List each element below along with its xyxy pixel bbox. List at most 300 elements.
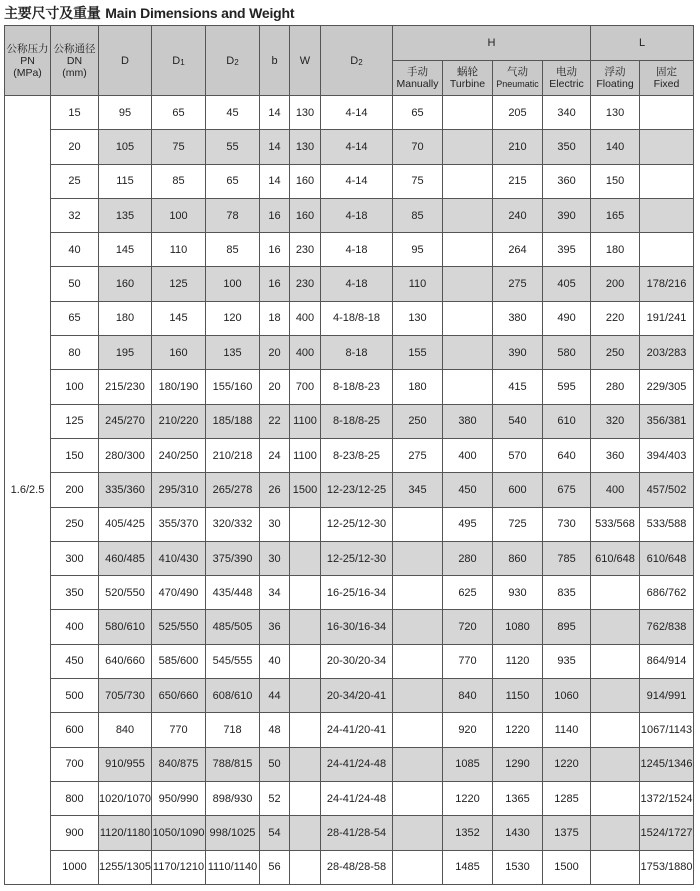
- table-cell: 435/448: [206, 576, 260, 610]
- table-cell: 405: [543, 267, 591, 301]
- table-row: [5, 370, 694, 404]
- table-cell: 24: [260, 438, 290, 472]
- table-cell: [443, 301, 493, 335]
- table-cell: [443, 267, 493, 301]
- table-cell: [640, 130, 694, 164]
- table-cell: 95: [393, 233, 443, 267]
- table-cell: 50: [260, 747, 290, 781]
- table-cell: 250: [51, 507, 99, 541]
- table-cell: [290, 507, 321, 541]
- table-cell: 130: [290, 96, 321, 130]
- table-cell: 54: [260, 816, 290, 850]
- table-cell: 1524/1727: [640, 816, 694, 850]
- table-cell: 12-23/12-25: [321, 473, 393, 507]
- table-cell: [443, 233, 493, 267]
- table-cell: 686/762: [640, 576, 694, 610]
- table-cell: 20: [260, 336, 290, 370]
- header-d1: D1: [152, 26, 206, 96]
- table-cell: 900: [51, 816, 99, 850]
- table-cell: 130: [393, 301, 443, 335]
- table-cell: [393, 850, 443, 884]
- header-floating: 浮动 Floating: [591, 61, 640, 96]
- table-cell: 356/381: [640, 404, 694, 438]
- table-cell: 34: [260, 576, 290, 610]
- table-cell: [393, 576, 443, 610]
- table-cell: 28-48/28-58: [321, 850, 393, 884]
- table-row: [5, 473, 694, 507]
- table-cell: 24-41/24-48: [321, 747, 393, 781]
- table-cell: 230: [290, 233, 321, 267]
- table-row: [5, 610, 694, 644]
- table-cell: 1150: [493, 679, 543, 713]
- table-cell: 1255/1305: [99, 850, 152, 884]
- table-cell: 160: [152, 336, 206, 370]
- table-cell: 125: [51, 404, 99, 438]
- table-cell: 16: [260, 198, 290, 232]
- table-cell: 910/955: [99, 747, 152, 781]
- table-row: [5, 541, 694, 575]
- table-cell: 935: [543, 644, 591, 678]
- table-cell: 135: [206, 336, 260, 370]
- table-cell: 457/502: [640, 473, 694, 507]
- table-cell: 380: [493, 301, 543, 335]
- table-cell: 135: [99, 198, 152, 232]
- table-cell: 85: [393, 198, 443, 232]
- table-cell: 150: [591, 164, 640, 198]
- table-row: [5, 96, 694, 130]
- table-cell: 155: [393, 336, 443, 370]
- table-cell: 45: [206, 96, 260, 130]
- table-row: [5, 781, 694, 815]
- table-cell: 335/360: [99, 473, 152, 507]
- table-cell: 600: [493, 473, 543, 507]
- table-cell: 75: [393, 164, 443, 198]
- table-cell: 275: [393, 438, 443, 472]
- table-cell: 20: [51, 130, 99, 164]
- table-cell: 390: [543, 198, 591, 232]
- table-row: [5, 644, 694, 678]
- table-cell: 675: [543, 473, 591, 507]
- table-cell: [443, 164, 493, 198]
- table-cell: 264: [493, 233, 543, 267]
- table-cell: 585/600: [152, 644, 206, 678]
- table-cell: 580/610: [99, 610, 152, 644]
- table-cell: 180: [591, 233, 640, 267]
- table-cell: 16: [260, 233, 290, 267]
- table-cell: [591, 850, 640, 884]
- table-cell: [290, 644, 321, 678]
- table-cell: 130: [290, 130, 321, 164]
- table-cell: 26: [260, 473, 290, 507]
- table-cell: 700: [51, 747, 99, 781]
- table-cell: 470/490: [152, 576, 206, 610]
- table-row: [5, 679, 694, 713]
- header-pn: 公称压力 PN (MPa): [5, 26, 51, 96]
- table-cell: 203/283: [640, 336, 694, 370]
- table-cell: 650/660: [152, 679, 206, 713]
- table-cell: 1500: [290, 473, 321, 507]
- table-cell: 1060: [543, 679, 591, 713]
- table-cell: 230: [290, 267, 321, 301]
- table-cell: [591, 644, 640, 678]
- title-cn: 主要尺寸及重量: [4, 6, 101, 22]
- table-cell: 14: [260, 164, 290, 198]
- header-h: H: [393, 26, 591, 61]
- table-cell: 762/838: [640, 610, 694, 644]
- header-electric: 电动 Electric: [543, 61, 591, 96]
- table-cell: 280: [591, 370, 640, 404]
- table-cell: 395: [543, 233, 591, 267]
- table-cell: 485/505: [206, 610, 260, 644]
- table-cell: 44: [260, 679, 290, 713]
- header-fixed: 固定 Fixed: [640, 61, 694, 96]
- table-cell: 4-18: [321, 198, 393, 232]
- table-cell: 215: [493, 164, 543, 198]
- table-row: [5, 164, 694, 198]
- table-cell: 160: [290, 164, 321, 198]
- table-cell: [290, 747, 321, 781]
- table-cell: 345: [393, 473, 443, 507]
- table-cell: 400: [591, 473, 640, 507]
- table-cell: 610: [543, 404, 591, 438]
- table-cell: 1100: [290, 438, 321, 472]
- header-b: b: [260, 26, 290, 96]
- title-en: Main Dimensions and Weight: [105, 5, 295, 21]
- table-cell: [393, 747, 443, 781]
- table-cell: 1080: [493, 610, 543, 644]
- table-cell: 4-14: [321, 96, 393, 130]
- table-cell: [393, 679, 443, 713]
- table-cell: [290, 850, 321, 884]
- table-body: [5, 96, 694, 885]
- table-cell: 1120/1180: [99, 816, 152, 850]
- table-cell: [393, 507, 443, 541]
- table-cell: 16-30/16-34: [321, 610, 393, 644]
- table-cell: 4-14: [321, 164, 393, 198]
- table-cell: 898/930: [206, 781, 260, 815]
- table-cell: 40: [260, 644, 290, 678]
- table-cell: 70: [393, 130, 443, 164]
- table-cell: 56: [260, 850, 290, 884]
- table-cell: 350: [51, 576, 99, 610]
- table-cell: [443, 130, 493, 164]
- table-cell: 533/588: [640, 507, 694, 541]
- table-cell: 78: [206, 198, 260, 232]
- table-cell: 215/230: [99, 370, 152, 404]
- table-cell: 20-30/20-34: [321, 644, 393, 678]
- table-cell: 8-18: [321, 336, 393, 370]
- header-dn: 公称通径 DN (mm): [51, 26, 99, 96]
- table-cell: 4-18: [321, 267, 393, 301]
- table-cell: [640, 233, 694, 267]
- table-cell: 4-18/8-18: [321, 301, 393, 335]
- table-cell: 80: [51, 336, 99, 370]
- table-cell: 533/568: [591, 507, 640, 541]
- table-cell: 1220: [443, 781, 493, 815]
- table-cell: 640: [543, 438, 591, 472]
- dimensions-table: [4, 25, 694, 885]
- table-cell: 1530: [493, 850, 543, 884]
- table-cell: 1430: [493, 816, 543, 850]
- table-cell: 495: [443, 507, 493, 541]
- table-cell: 640/660: [99, 644, 152, 678]
- table-cell: 788/815: [206, 747, 260, 781]
- table-cell: 340: [543, 96, 591, 130]
- table-cell: 320/332: [206, 507, 260, 541]
- table-cell: [290, 610, 321, 644]
- table-cell: 895: [543, 610, 591, 644]
- table-cell: [290, 781, 321, 815]
- table-cell: 85: [152, 164, 206, 198]
- table-cell: 705/730: [99, 679, 152, 713]
- table-cell: 8-18/8-25: [321, 404, 393, 438]
- table-cell: 180: [393, 370, 443, 404]
- table-cell: 100: [206, 267, 260, 301]
- table-cell: 1085: [443, 747, 493, 781]
- table-cell: [290, 679, 321, 713]
- table-cell: 295/310: [152, 473, 206, 507]
- table-cell: 500: [51, 679, 99, 713]
- table-cell: 30: [260, 507, 290, 541]
- table-cell: 355/370: [152, 507, 206, 541]
- table-cell: 52: [260, 781, 290, 815]
- table-row: [5, 816, 694, 850]
- table-cell: 570: [493, 438, 543, 472]
- table-cell: 65: [152, 96, 206, 130]
- table-cell: 1050/1090: [152, 816, 206, 850]
- table-cell: [393, 816, 443, 850]
- table-cell: 840: [99, 713, 152, 747]
- header-d: D: [99, 26, 152, 96]
- table-cell: 160: [290, 198, 321, 232]
- table-cell: 950/990: [152, 781, 206, 815]
- table-cell: 400: [290, 336, 321, 370]
- table-cell: 864/914: [640, 644, 694, 678]
- table-cell: [443, 370, 493, 404]
- table-cell: 240: [493, 198, 543, 232]
- table-cell: 130: [591, 96, 640, 130]
- table-cell: 860: [493, 541, 543, 575]
- table-cell: 770: [443, 644, 493, 678]
- table-cell: 770: [152, 713, 206, 747]
- table-cell: 1120: [493, 644, 543, 678]
- table-cell: 12-25/12-30: [321, 507, 393, 541]
- table-cell: 450: [443, 473, 493, 507]
- table-cell: 1500: [543, 850, 591, 884]
- table-cell: 350: [543, 130, 591, 164]
- table-cell: 85: [206, 233, 260, 267]
- table-cell: [393, 781, 443, 815]
- table-cell: 608/610: [206, 679, 260, 713]
- table-cell: 360: [543, 164, 591, 198]
- table-cell: 24-41/24-48: [321, 781, 393, 815]
- table-cell: 360: [591, 438, 640, 472]
- table-cell: [591, 816, 640, 850]
- table-cell: 150: [51, 438, 99, 472]
- table-cell: 14: [260, 96, 290, 130]
- table-cell: 110: [393, 267, 443, 301]
- table-cell: 490: [543, 301, 591, 335]
- table-cell: 275: [493, 267, 543, 301]
- table-cell: 250: [591, 336, 640, 370]
- table-cell: 185/188: [206, 404, 260, 438]
- table-cell: 22: [260, 404, 290, 438]
- table-cell: 100: [51, 370, 99, 404]
- table-cell: 375/390: [206, 541, 260, 575]
- table-cell: 16-25/16-34: [321, 576, 393, 610]
- table-row: [5, 747, 694, 781]
- table-cell: [443, 198, 493, 232]
- table-cell: [290, 816, 321, 850]
- table-cell: 280/300: [99, 438, 152, 472]
- table-cell: 120: [206, 301, 260, 335]
- table-cell: 210/218: [206, 438, 260, 472]
- table-cell: 320: [591, 404, 640, 438]
- table-cell: 394/403: [640, 438, 694, 472]
- table-cell: 18: [260, 301, 290, 335]
- table-cell: 610/648: [591, 541, 640, 575]
- table-cell: 50: [51, 267, 99, 301]
- table-cell: 625: [443, 576, 493, 610]
- table-cell: 65: [393, 96, 443, 130]
- table-cell: 65: [206, 164, 260, 198]
- table-cell: 8-23/8-25: [321, 438, 393, 472]
- table-cell: 210/220: [152, 404, 206, 438]
- table-row: [5, 576, 694, 610]
- table-cell: 410/430: [152, 541, 206, 575]
- table-cell: 36: [260, 610, 290, 644]
- table-cell: 610/648: [640, 541, 694, 575]
- table-cell: 920: [443, 713, 493, 747]
- table-cell: 200: [591, 267, 640, 301]
- table-cell: 55: [206, 130, 260, 164]
- table-cell: 725: [493, 507, 543, 541]
- table-row: [5, 850, 694, 884]
- table-cell: 240/250: [152, 438, 206, 472]
- table-cell: 998/1025: [206, 816, 260, 850]
- table-cell: 15: [51, 96, 99, 130]
- table-cell: 840/875: [152, 747, 206, 781]
- header-l: L: [591, 26, 694, 61]
- table-cell: 380: [443, 404, 493, 438]
- table-cell: 1285: [543, 781, 591, 815]
- table-cell: 800: [51, 781, 99, 815]
- table-cell: 1365: [493, 781, 543, 815]
- table-cell: 300: [51, 541, 99, 575]
- table-cell: 280: [443, 541, 493, 575]
- table-cell: 28-41/28-54: [321, 816, 393, 850]
- table-cell: 12-25/12-30: [321, 541, 393, 575]
- table-cell: [290, 541, 321, 575]
- table-cell: 785: [543, 541, 591, 575]
- table-cell: 835: [543, 576, 591, 610]
- table-cell: 400: [290, 301, 321, 335]
- table-row: [5, 130, 694, 164]
- table-cell: [290, 576, 321, 610]
- table-cell: 200: [51, 473, 99, 507]
- table-cell: 75: [152, 130, 206, 164]
- table-cell: 95: [99, 96, 152, 130]
- table-cell: 178/216: [640, 267, 694, 301]
- table-cell: 415: [493, 370, 543, 404]
- table-cell: 1110/1140: [206, 850, 260, 884]
- table-cell: 545/555: [206, 644, 260, 678]
- table-cell: 191/241: [640, 301, 694, 335]
- table-cell: 250: [393, 404, 443, 438]
- table-cell: 20-34/20-41: [321, 679, 393, 713]
- table-cell: 1000: [51, 850, 99, 884]
- table-cell: 100: [152, 198, 206, 232]
- table-cell: 14: [260, 130, 290, 164]
- table-cell: 700: [290, 370, 321, 404]
- table-cell: 160: [99, 267, 152, 301]
- table-cell: [591, 576, 640, 610]
- table-cell: [591, 781, 640, 815]
- table-cell: 1753/1880: [640, 850, 694, 884]
- header-d2: D2: [206, 26, 260, 96]
- table-cell: 600: [51, 713, 99, 747]
- table-cell: 32: [51, 198, 99, 232]
- page-title: [4, 3, 294, 23]
- table-cell: 180/190: [152, 370, 206, 404]
- table-cell: 1375: [543, 816, 591, 850]
- table-cell: 1067/1143: [640, 713, 694, 747]
- table-cell: 520/550: [99, 576, 152, 610]
- header-manual: 手动 Manually: [393, 61, 443, 96]
- table-cell: 165: [591, 198, 640, 232]
- table-cell: 525/550: [152, 610, 206, 644]
- header-w: W: [290, 26, 321, 96]
- table-cell: 265/278: [206, 473, 260, 507]
- table-row: [5, 438, 694, 472]
- table-cell: 105: [99, 130, 152, 164]
- table-cell: [591, 713, 640, 747]
- table-row: [5, 267, 694, 301]
- table-cell: 1485: [443, 850, 493, 884]
- table-cell: 930: [493, 576, 543, 610]
- table-cell: 450: [51, 644, 99, 678]
- header-d2-bolts: D2: [321, 26, 393, 96]
- table-cell: 48: [260, 713, 290, 747]
- table-cell: 914/991: [640, 679, 694, 713]
- table-cell: 140: [591, 130, 640, 164]
- table-cell: 1140: [543, 713, 591, 747]
- table-cell: 155/160: [206, 370, 260, 404]
- table-cell: 25: [51, 164, 99, 198]
- table-cell: [393, 610, 443, 644]
- table-cell: [393, 644, 443, 678]
- table-cell: 220: [591, 301, 640, 335]
- table-cell: 65: [51, 301, 99, 335]
- table-cell: 1220: [493, 713, 543, 747]
- table-cell: 1372/1524: [640, 781, 694, 815]
- table-cell: 390: [493, 336, 543, 370]
- table-cell: 840: [443, 679, 493, 713]
- table-cell: 540: [493, 404, 543, 438]
- table-cell: 125: [152, 267, 206, 301]
- table-cell: 460/485: [99, 541, 152, 575]
- table-cell: 20: [260, 370, 290, 404]
- header-turbine: 蜗轮 Turbine: [443, 61, 493, 96]
- table-cell: 1220: [543, 747, 591, 781]
- table-cell: [443, 96, 493, 130]
- table-cell: 205: [493, 96, 543, 130]
- table-row: [5, 198, 694, 232]
- table-cell: 115: [99, 164, 152, 198]
- header-pneumatic: 气动 Pneumatic: [493, 61, 543, 96]
- table-cell: [591, 679, 640, 713]
- table-row: [5, 301, 694, 335]
